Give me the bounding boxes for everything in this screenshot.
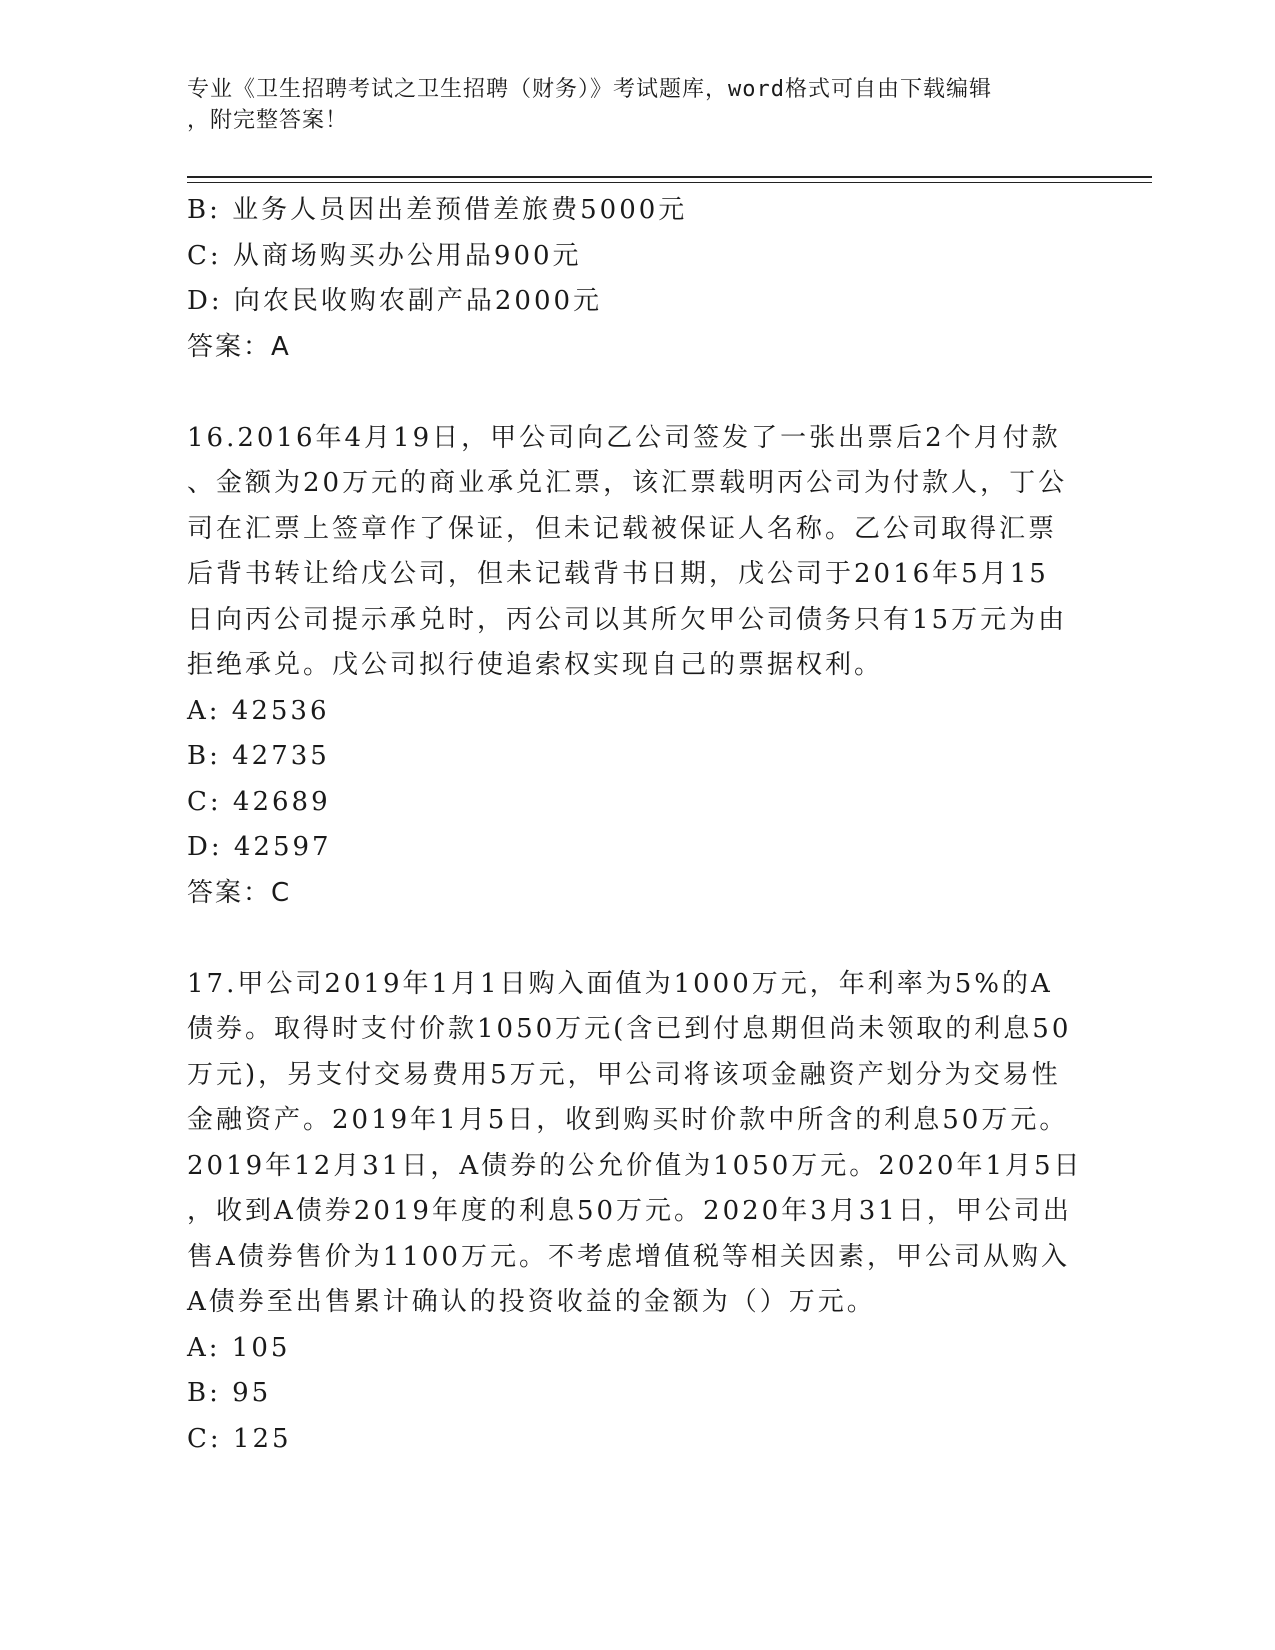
option-b: B: 95 xyxy=(187,1378,272,1408)
header-divider-thick xyxy=(187,176,1152,178)
option-c: C: 42689 xyxy=(187,786,331,817)
question-text-line: 17.甲公司2019年1月1日购入面值为1000万元，年利率为5%的A xyxy=(187,968,1053,999)
option-b: B: 42735 xyxy=(187,741,330,771)
option-a: A: 105 xyxy=(187,1332,291,1363)
question-text-line: 日向丙公司提示承兑时，丙公司以其所欠甲公司债务只有15万元为由 xyxy=(187,604,1068,635)
question-text-line: 后背书转让给戊公司，但未记载背书日期，戊公司于2016年5月15 xyxy=(187,559,1049,589)
question-text-line: 万元)，另支付交易费用5万元，甲公司将该项金融资产划分为交易性 xyxy=(187,1059,1061,1090)
question-text-line: A债券至出售累计确认的投资收益的金额为（）万元。 xyxy=(187,1287,876,1317)
header-line-2: ，附完整答案！ xyxy=(187,108,349,133)
question-text-line: 债券。取得时支付价款1050万元(含已到付息期但尚未领取的利息50 xyxy=(187,1014,1072,1044)
option-d: D: 向农民收购农副产品2000元 xyxy=(187,286,603,316)
option-c: C: 125 xyxy=(187,1423,292,1454)
spacer xyxy=(187,916,1087,962)
option-b: B: 业务人员因出差预借差旅费5000元 xyxy=(187,195,688,225)
question-text-line: 16.2016年4月19日，甲公司向乙公司签发了一张出票后2个月付款 xyxy=(187,422,1061,453)
answer: 答案：A xyxy=(187,331,291,362)
question-text-line: 2019年12月31日，A债券的公允价值为1050万元。2020年1月5日 xyxy=(187,1150,1083,1181)
header-line-1: 专业《卫生招聘考试之卫生招聘（财务）》考试题库，word格式可自由下载编辑 xyxy=(187,77,992,102)
question-17 xyxy=(187,962,1087,1463)
option-d: D: 42597 xyxy=(187,832,332,862)
header-divider-thin xyxy=(187,182,1152,183)
question-text-line: 、金额为20万元的商业承兑汇票，该汇票载明丙公司为付款人，丁公 xyxy=(187,468,1068,498)
question-text-line: 司在汇票上签章作了保证，但未记载被保证人名称。乙公司取得汇票 xyxy=(187,513,1058,544)
answer: 答案：C xyxy=(187,877,292,908)
previous-question xyxy=(187,188,1087,370)
option-a: A: 42536 xyxy=(187,695,330,726)
question-16 xyxy=(187,416,1087,917)
spacer xyxy=(187,370,1087,416)
page-header xyxy=(187,74,1077,136)
option-c: C: 从商场购买办公用品900元 xyxy=(187,240,582,271)
question-content xyxy=(187,188,1087,1462)
question-text-line: 拒绝承兑。戊公司拟行使追索权实现自己的票据权利。 xyxy=(187,650,884,680)
question-text-line: ，收到A债券2019年度的利息50万元。2020年3月31日，甲公司出 xyxy=(187,1196,1072,1226)
question-text-line: 金融资产。2019年1月5日，收到购买时价款中所含的利息50万元。 xyxy=(187,1105,1069,1135)
question-text-line: 售A债券售价为1100万元。不考虑增值税等相关因素，甲公司从购入 xyxy=(187,1241,1070,1272)
